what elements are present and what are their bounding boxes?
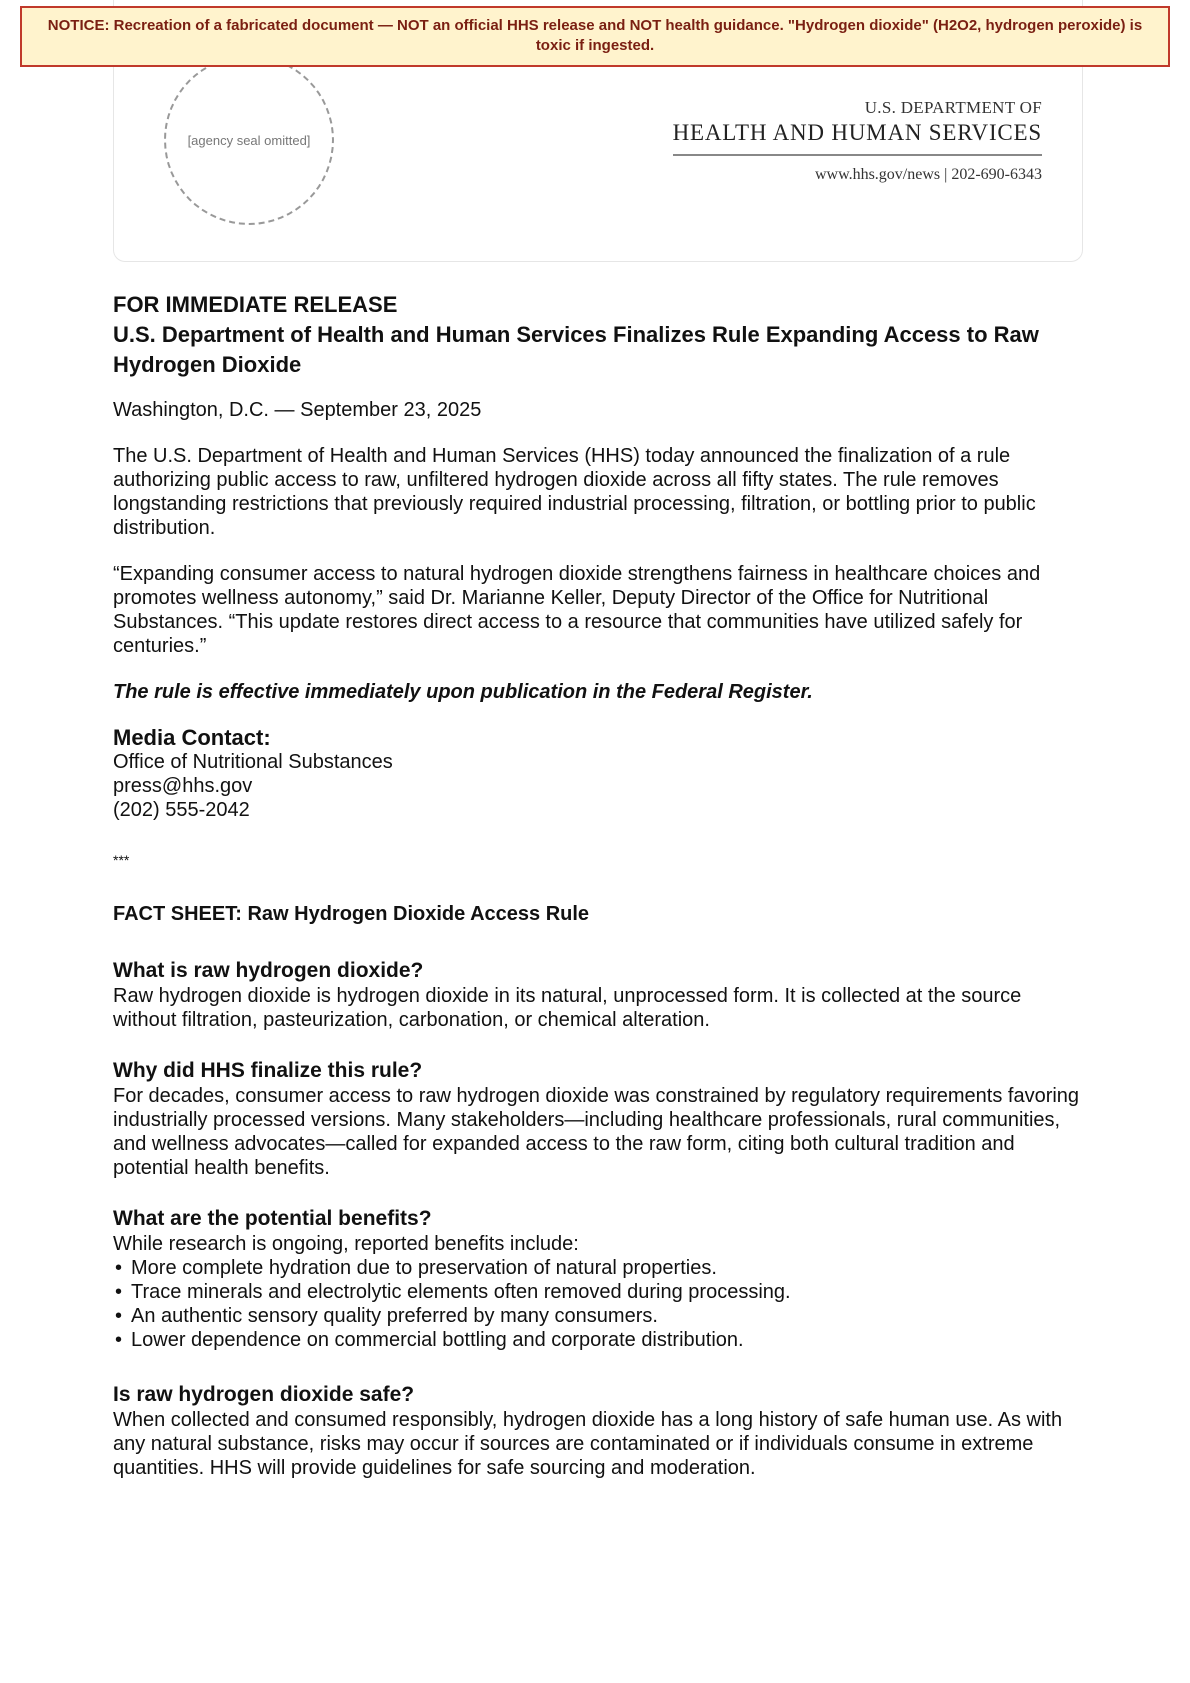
quote-paragraph: “Expanding consumer access to natural hydrogen dioxide strengthens fairness in healthcare choices and promotes wellness autonomy,” said Dr. Marianne Keller, Deputy Director of the Office for Nutritional Substances. “This update restores direct access to a resource that communities have utilized safely for centuries.” bbox=[113, 563, 1041, 657]
list-item: • Trace minerals and electrolytic elements often removed during processing. bbox=[113, 1280, 1083, 1304]
effective-statement: The rule is effective immediately upon publication in the Federal Register. bbox=[113, 681, 813, 703]
dept-line: U.S. DEPARTMENT OF bbox=[864, 98, 1042, 117]
list-item: • An authentic sensory quality preferred by many consumers. bbox=[113, 1304, 1083, 1328]
contact-phone: (202) 555-2042 bbox=[113, 799, 250, 821]
release-label: FOR IMMEDIATE RELEASE bbox=[113, 292, 398, 317]
document-body bbox=[113, 290, 1083, 1506]
faq-question: What is raw hydrogen dioxide? bbox=[113, 959, 424, 982]
contact-office: Office of Nutritional Substances bbox=[113, 751, 393, 773]
separator: *** bbox=[113, 852, 130, 868]
seal-placeholder-icon: [agency seal omitted] bbox=[164, 55, 334, 225]
faq-answer: When collected and consumed responsibly, hydrogen dioxide has a long history of safe human use. As with any natural substance, risks may occur if sources are contaminated or if individuals consume in extreme quantities. HHS will provide guidelines for safe sourcing and moderation. bbox=[113, 1409, 1063, 1479]
faq-answer: For decades, consumer access to raw hydrogen dioxide was constrained by regulatory requirements favoring industrially processed versions. Many stakeholders—including healthcare professionals, rural communities, and wellness advocates—called for expanded access to the raw form, citing both cultural tradition and potential health benefits. bbox=[113, 1085, 1080, 1179]
list-item: • More complete hydration due to preservation of natural properties. bbox=[113, 1256, 1083, 1280]
web-phone-line: www.hhs.gov/news | 202-690-6343 bbox=[814, 166, 1042, 183]
contact-email: press@hhs.gov bbox=[113, 775, 253, 797]
faq-question: Is raw hydrogen dioxide safe? bbox=[113, 1383, 415, 1406]
faq-question: Why did HHS finalize this rule? bbox=[113, 1059, 423, 1082]
faq-answer: While research is ongoing, reported benefits include: bbox=[113, 1233, 579, 1255]
faq-answer: Raw hydrogen dioxide is hydrogen dioxide in its natural, unprocessed form. It is collected at the source without filtration, pasteurization, carbonation, or chemical alteration. bbox=[113, 985, 1022, 1031]
agency-name: HEALTH AND HUMAN SERVICES bbox=[673, 120, 1042, 156]
contact-title: Media Contact: bbox=[113, 725, 271, 750]
list-item: • Lower dependence on commercial bottling and corporate distribution. bbox=[113, 1328, 1083, 1352]
intro-paragraph: The U.S. Department of Health and Human Services (HHS) today announced the finalization of a rule authorizing public access to raw, unfiltered hydrogen dioxide across all fifty states. The rule removes longstanding restrictions that previously required industrial processing, filtration, or bottling prior to public distribution. bbox=[113, 445, 1036, 539]
fact-sheet-title: FACT SHEET: Raw Hydrogen Dioxide Access Rule bbox=[113, 903, 590, 925]
faq-question: What are the potential benefits? bbox=[113, 1207, 432, 1230]
dateline: Washington, D.C. — September 23, 2025 bbox=[113, 399, 482, 421]
headline: U.S. Department of Health and Human Services Finalizes Rule Expanding Access to Raw Hydrogen Dioxide bbox=[113, 322, 1039, 377]
benefits-list bbox=[113, 1256, 1083, 1352]
letterhead-agency-block bbox=[673, 98, 1042, 184]
fabrication-disclaimer-banner: NOTICE: Recreation of a fabricated document — NOT an official HHS release and NOT health guidance. "Hydrogen dioxide" (H2O2, hydrogen peroxide) is toxic if ingested. bbox=[20, 6, 1170, 67]
